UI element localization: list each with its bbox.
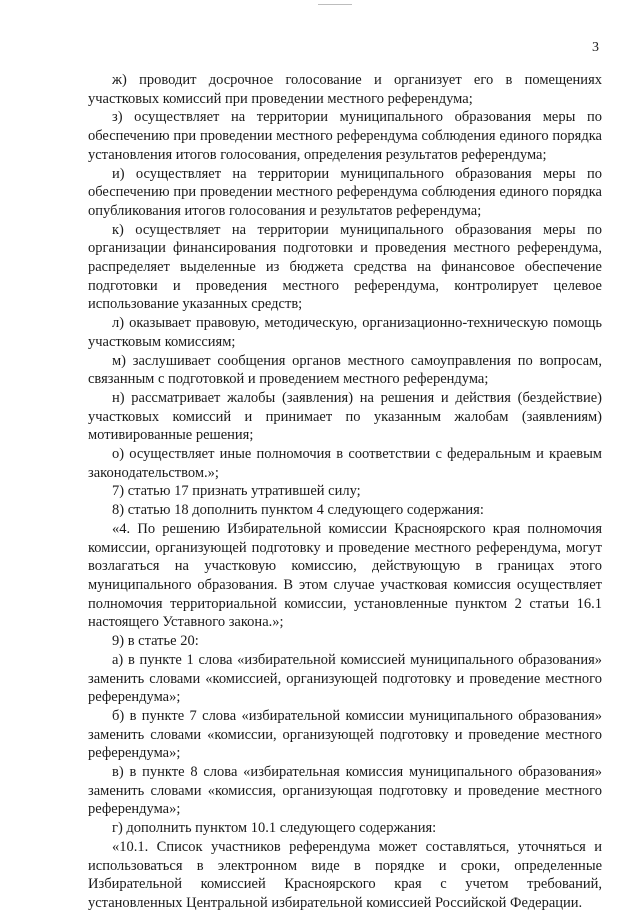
paragraph-o: о) осуществляет иные полномочия в соответствии с федеральным и краевым законодательством.»; [88,446,602,481]
paragraph-item-8: 8) статью 18 дополнить пунктом 4 следующего содержания: [112,502,484,519]
paragraph-b: б) в пункте 7 слова «избирательной комиссии муниципального образования» заменить словами «комиссии, организующей подготовку и проведение местного референдума»; [88,707,602,762]
paragraph-zh: ж) проводит досрочное голосование и организует его в помещениях участковых комиссий при проведении местного референдума; [88,72,602,107]
paragraph-g: г) дополнить пунктом 10.1 следующего содержания: [112,820,437,837]
top-edge-mark [318,4,352,6]
paragraph-k: к) осуществляет на территории муниципального образования меры по организации финансирования подготовки и проведения местного референдума, распределяет выделенные из бюджета средства на финансовое обеспечение подготовки и проведения местного референдума, контролирует целевое использование указанных средств; [88,221,602,313]
paragraph-a: а) в пункте 1 слова «избирательной комиссией муниципального образования» заменить словами «комиссией, организующей подготовку и проведение местного референдума»; [88,651,602,706]
document-body [88,71,602,913]
paragraph-item-7: 7) статью 17 признать утратившей силу; [112,483,361,500]
paragraph-z: з) осуществляет на территории муниципального образования меры по обеспечению при проведении местного референдума соблюдения единого порядка установления итогов голосования, определения результатов референдума; [88,109,602,163]
paragraph-n: н) рассматривает жалобы (заявления) на решения и действия (бездействие) участковых комиссий и принимает по указанным жалобам (заявлениям) мотивированные решения; [88,389,602,444]
page-number: 3 [592,40,599,55]
paragraph-quote-4: «4. По решению Избирательной комиссии Красноярского края полномочия комиссии, организующей подготовку и проведение местного референдума, могут возлагаться на участковую комиссию, действующую в границах этого муниципального образования. В этом случае участковая комиссия осуществляет полномочия территориальной комиссии, установленные пунктом 2 статьи 16.1 настоящего Уставного закона.»; [88,520,602,631]
paragraph-quote-10-1: «10.1. Список участников референдума может составляться, уточняться и использоваться в электронном виде в порядке и сроки, определенные Избирательной комиссией Красноярского края с учетом требований, установленных Центральной избирательной комиссией Российской Федерации. [88,838,602,911]
paragraph-l: л) оказывает правовую, методическую, организационно-техническую помощь участковым комиссиям; [88,315,602,350]
paragraph-v: в) в пункте 8 слова «избирательная комиссия муниципального образования» заменить словами «комиссия, организующая подготовку и проведение местного референдума»; [88,764,602,818]
paragraph-item-9: 9) в статье 20: [112,633,199,650]
paragraph-m: м) заслушивает сообщения органов местного самоуправления по вопросам, связанным с подготовкой и проведением местного референдума; [88,352,602,388]
paragraph-i: и) осуществляет на территории муниципального образования меры по обеспечению при проведении местного референдума соблюдения единого порядка опубликования итогов голосования и результатов референдума; [88,165,602,219]
